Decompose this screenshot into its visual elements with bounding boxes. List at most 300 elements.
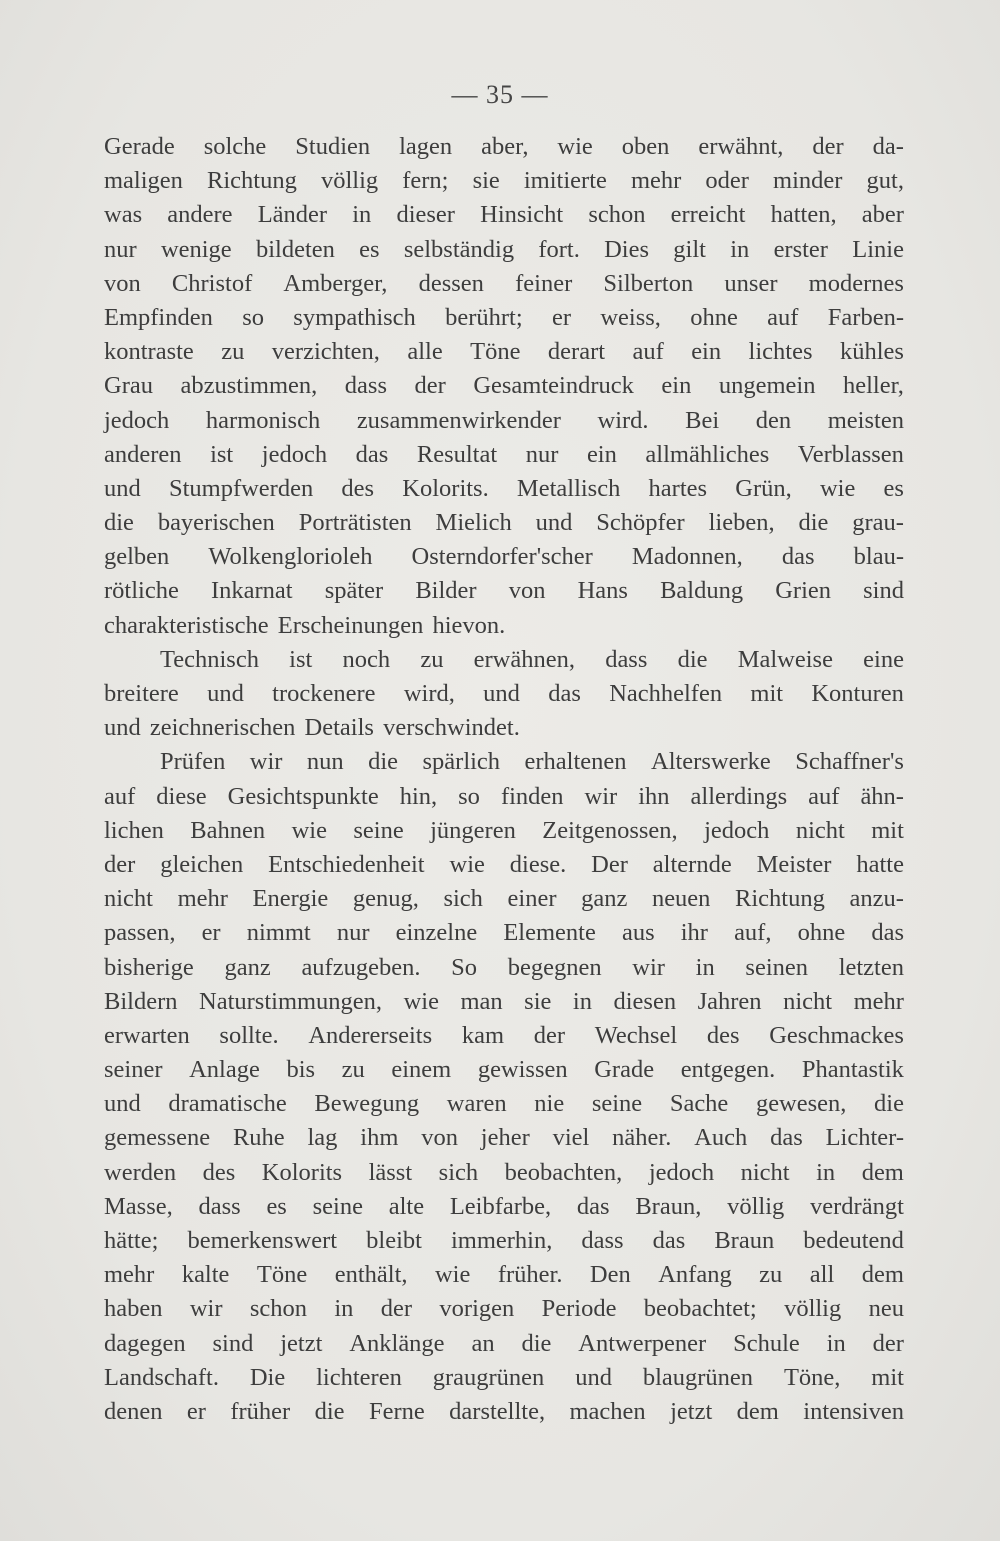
word: Anlage	[189, 1056, 260, 1084]
word: machen	[569, 1397, 646, 1425]
word: Konturen	[811, 680, 904, 707]
word: dem	[861, 1158, 904, 1186]
word: er	[551, 303, 572, 331]
word: Resultat	[416, 440, 498, 468]
word: früher.	[497, 1261, 563, 1289]
word: gelben	[104, 543, 170, 571]
word: mit	[750, 680, 784, 707]
word: Inkarnat	[210, 577, 293, 605]
word: fern;	[402, 167, 449, 195]
word: das	[652, 1227, 686, 1254]
word: später	[324, 577, 384, 605]
word: die	[798, 509, 829, 537]
word: Masse,	[104, 1192, 173, 1220]
word: harmonisch	[205, 406, 321, 434]
word: des	[202, 1158, 236, 1186]
word: und	[483, 680, 520, 707]
word: dramatische	[168, 1090, 287, 1118]
word: die	[314, 1397, 345, 1425]
word: dass	[198, 1192, 241, 1220]
word: Richtung	[207, 167, 297, 195]
text-line	[104, 985, 904, 1019]
word: seine	[312, 1192, 363, 1220]
word: bemerkenswert	[187, 1227, 338, 1254]
word: Den	[589, 1261, 631, 1289]
word: feiner	[515, 269, 573, 297]
text-line	[104, 1190, 904, 1224]
word: Mielich	[435, 509, 512, 537]
word: verdrängt	[810, 1192, 904, 1220]
word: Bilder	[415, 577, 477, 605]
word: Meister	[756, 850, 832, 878]
word: Osterndorfer'scher	[411, 543, 593, 571]
word: jetzt	[670, 1397, 713, 1425]
word: Bildern	[104, 987, 178, 1015]
word: ganz	[581, 885, 628, 913]
text-line	[104, 506, 904, 540]
word: wie	[557, 133, 593, 160]
word: den	[755, 406, 792, 434]
word: und	[575, 1363, 612, 1391]
word: trockenere	[272, 680, 376, 707]
word: hatten,	[770, 201, 837, 229]
word: kühles	[839, 338, 904, 366]
word: es	[359, 235, 380, 263]
word: von	[104, 269, 141, 297]
word: wird.	[597, 406, 649, 434]
word: anzu-	[849, 885, 904, 913]
word: jeher	[480, 1124, 530, 1152]
text-line: und zeichnerischen Details verschwindet.	[104, 714, 520, 742]
word: gleichen	[160, 850, 244, 878]
word: dass	[344, 372, 387, 400]
word: all	[809, 1261, 835, 1289]
word: erwähnt,	[698, 133, 784, 160]
word: werden	[104, 1158, 177, 1186]
word: einzelne	[395, 919, 478, 947]
word: dass	[605, 645, 648, 673]
word: Periode	[541, 1295, 617, 1323]
text-line	[104, 780, 904, 814]
word: Töne	[256, 1261, 308, 1289]
word: der	[872, 1329, 904, 1357]
word: wir	[632, 953, 665, 981]
word: früher	[230, 1397, 291, 1425]
word: zu	[221, 338, 245, 366]
text-line	[104, 472, 904, 506]
text-line	[104, 301, 904, 335]
word: Schule	[733, 1329, 800, 1357]
word: zu	[341, 1056, 365, 1084]
text-line	[104, 335, 904, 369]
word: diese	[156, 782, 207, 810]
word: Christof	[171, 269, 253, 297]
word: an	[471, 1329, 495, 1357]
word: hätte;	[104, 1227, 159, 1254]
word: ein	[691, 338, 722, 366]
word: jetzt	[280, 1329, 323, 1357]
word: genug,	[352, 885, 419, 913]
word: rötliche	[104, 577, 179, 605]
word: mit	[871, 1363, 904, 1391]
word: alle	[407, 338, 443, 366]
word: jüngeren	[430, 816, 516, 844]
word: spärlich	[422, 748, 501, 776]
word: allmähliches	[645, 440, 770, 468]
word: immerhin,	[450, 1227, 553, 1254]
word: Prüfen	[160, 748, 226, 776]
word: wir	[584, 782, 618, 810]
word: wir	[189, 1295, 223, 1323]
word: Hinsicht	[480, 201, 564, 229]
text-line	[104, 1292, 904, 1326]
word: passen,	[104, 919, 176, 947]
word: das	[576, 1192, 610, 1220]
word: die	[368, 748, 399, 776]
word: mehr	[853, 987, 904, 1015]
word: der	[812, 133, 844, 160]
word: erwähnen,	[473, 645, 575, 673]
word: lagen	[399, 133, 453, 160]
word: bedeutend	[803, 1227, 904, 1254]
word: seine	[353, 816, 404, 844]
text-line	[104, 267, 904, 301]
word: lichen	[104, 816, 164, 844]
word: Elemente	[503, 919, 596, 947]
word: erster	[773, 235, 828, 263]
word: was	[104, 201, 143, 229]
word: lichtes	[748, 338, 813, 366]
word: derart	[547, 338, 606, 366]
word: Richtung	[735, 885, 825, 913]
word: Phantastik	[801, 1056, 904, 1084]
word: Gerade	[104, 133, 175, 160]
word: Auch	[694, 1124, 748, 1152]
word: aus	[621, 919, 655, 947]
word: Technisch	[160, 645, 259, 673]
word: Baldung	[660, 577, 744, 605]
word: es	[883, 474, 904, 502]
word: Nachhelfen	[609, 680, 723, 707]
word: mehr	[104, 1261, 155, 1289]
word: Bewegung	[314, 1090, 420, 1118]
word: ist	[210, 440, 234, 468]
word: schon	[249, 1295, 308, 1323]
word: jedoch	[261, 440, 328, 468]
word: hartes	[648, 474, 708, 502]
word: ein	[661, 372, 692, 400]
word: Schöpfer	[596, 509, 685, 537]
word: er	[186, 1397, 206, 1425]
word: Die	[249, 1363, 286, 1391]
word: seiner	[104, 1056, 163, 1084]
word: hatte	[856, 850, 904, 878]
word: von	[508, 577, 546, 605]
word: Alterswerke	[651, 748, 771, 776]
word: des	[341, 474, 375, 502]
word: näher.	[612, 1124, 672, 1152]
word: nur	[525, 440, 559, 468]
word: viel	[552, 1124, 590, 1152]
word: in	[334, 1295, 354, 1323]
word: dieser	[396, 201, 455, 229]
word: Energie	[252, 885, 329, 913]
page-number: — 35 —	[451, 80, 549, 109]
word: Gesamteindruck	[473, 372, 634, 400]
word: die	[874, 1090, 904, 1118]
word: Anklänge	[349, 1329, 445, 1357]
word: sich	[438, 1158, 479, 1186]
word: wie	[291, 816, 327, 844]
text-line	[104, 1121, 904, 1155]
text-line	[104, 1087, 904, 1121]
word: nicht	[783, 987, 833, 1015]
text-line	[104, 1327, 904, 1361]
word: und	[104, 1090, 141, 1118]
word: so	[458, 782, 480, 810]
word: aufzugeben.	[301, 953, 421, 981]
word: auf	[808, 782, 840, 810]
text-line	[104, 404, 904, 438]
word: wie	[403, 987, 439, 1015]
word: sich	[443, 885, 483, 913]
word: in	[730, 235, 750, 263]
word: und	[104, 474, 141, 502]
word: ist	[289, 645, 313, 673]
word: wenige	[160, 235, 232, 263]
word: lag	[307, 1124, 338, 1152]
word: Leibfarbe,	[449, 1192, 552, 1220]
word: dem	[861, 1261, 904, 1289]
word: Landschaft.	[104, 1363, 219, 1391]
word: letzten	[838, 953, 904, 981]
word: nun	[306, 748, 344, 776]
word: jedoch	[704, 816, 770, 844]
word: gewesen,	[755, 1090, 847, 1118]
text-line	[104, 848, 904, 882]
word: kam	[461, 1021, 505, 1049]
word: völlig	[320, 167, 379, 195]
word: zusammenwirkender	[356, 406, 561, 434]
word: Kolorits.	[402, 474, 489, 502]
word: auf,	[734, 919, 772, 947]
word: nicht	[104, 885, 153, 913]
word: sollte.	[219, 1021, 279, 1049]
word: ähn-	[860, 782, 904, 810]
word: Ruhe	[232, 1124, 285, 1152]
word: die	[677, 645, 708, 673]
word: entgegen.	[680, 1056, 776, 1084]
text-line	[104, 438, 904, 472]
word: mit	[871, 816, 904, 844]
text-line	[104, 1224, 904, 1258]
word: der	[380, 1295, 413, 1323]
text-line	[104, 882, 904, 916]
word: es	[266, 1192, 287, 1220]
text-line	[104, 1361, 904, 1395]
word: erwarten	[104, 1021, 190, 1049]
word: schon	[588, 201, 646, 229]
word: kontraste	[104, 338, 194, 366]
text-line	[104, 814, 904, 848]
word: andere	[167, 201, 233, 229]
word: Madonnen,	[631, 543, 743, 571]
word: neu	[868, 1295, 904, 1323]
word: bildeten	[255, 235, 335, 263]
text-line	[104, 130, 904, 164]
word: wie	[819, 474, 856, 502]
word: Lichter-	[825, 1124, 904, 1152]
word: nicht	[740, 1158, 790, 1186]
word: abzustimmen,	[180, 372, 318, 400]
word: Töne,	[783, 1363, 841, 1391]
word: Anfang	[658, 1261, 732, 1289]
word: noch	[342, 645, 391, 673]
text-line: charakteristische Erscheinungen hievon.	[104, 611, 506, 639]
word: wir	[249, 748, 283, 776]
word: in	[826, 1329, 846, 1357]
word: in	[572, 987, 592, 1015]
word: solche	[203, 133, 267, 160]
word: und	[535, 509, 573, 537]
word: Hans	[577, 577, 628, 605]
word: nur	[104, 235, 137, 263]
word: auf	[767, 303, 799, 331]
text-line	[104, 643, 904, 677]
word: oben	[621, 133, 670, 160]
word: aber,	[481, 133, 529, 160]
word: der	[414, 372, 446, 400]
word: Sache	[669, 1090, 729, 1118]
word: Grau	[104, 372, 153, 400]
word: so	[242, 303, 264, 331]
word: der	[104, 850, 136, 878]
word: wie	[434, 1261, 471, 1289]
word: dem	[736, 1397, 779, 1425]
word: Silberton	[603, 269, 694, 297]
word: das	[355, 440, 389, 468]
word: in	[695, 953, 715, 981]
word: Ferne	[368, 1397, 425, 1425]
word: ein	[586, 440, 617, 468]
word: aber	[861, 201, 904, 229]
word: Bahnen	[190, 816, 266, 844]
word: zu	[420, 645, 444, 673]
word: intensiven	[803, 1397, 904, 1425]
word: mehr	[177, 885, 228, 913]
word: sind	[212, 1329, 254, 1357]
text-line	[104, 916, 904, 950]
word: Grün,	[735, 474, 792, 502]
word: sie	[472, 167, 500, 195]
word: nur	[336, 919, 370, 947]
word: berührt;	[445, 303, 523, 331]
word: Braun	[714, 1227, 775, 1254]
word: heller,	[842, 372, 904, 400]
word: imitierte	[523, 167, 607, 195]
word: Empfinden	[104, 303, 213, 331]
word: eine	[863, 645, 904, 673]
word: er	[201, 919, 221, 947]
word: ihn	[638, 782, 670, 810]
word: gilt	[673, 235, 706, 263]
text-line	[104, 677, 904, 711]
word: kalte	[181, 1261, 230, 1289]
word: nimmt	[246, 919, 311, 947]
word: die	[104, 509, 134, 537]
word: lässt	[368, 1158, 413, 1186]
word: der	[533, 1021, 566, 1049]
word: völlig	[727, 1192, 785, 1220]
word: fort.	[538, 235, 580, 263]
word: So	[451, 953, 478, 981]
word: Studien	[295, 133, 371, 160]
word: alte	[388, 1192, 425, 1220]
word: blau-	[853, 543, 904, 571]
word: dagegen	[104, 1329, 186, 1357]
word: allerdings	[690, 782, 788, 810]
text-line	[104, 1156, 904, 1190]
word: mehr	[630, 167, 682, 195]
word: grau-	[852, 509, 904, 537]
word: Zeitgenossen,	[542, 816, 678, 844]
word: des	[706, 1021, 740, 1049]
text-line	[104, 745, 904, 779]
word: Verblassen	[797, 440, 904, 468]
word: da-	[872, 133, 904, 160]
text-line	[104, 574, 904, 608]
word: waren	[446, 1090, 507, 1118]
word: jedoch	[648, 1158, 715, 1186]
word: seinen	[745, 953, 808, 981]
word: auf	[104, 782, 136, 810]
word: Antwerpener	[578, 1329, 707, 1357]
word: graugrünen	[432, 1363, 545, 1391]
word: in	[816, 1158, 836, 1186]
body-text	[104, 130, 904, 1429]
word: Amberger,	[283, 269, 388, 297]
word: man	[460, 987, 503, 1015]
word: sympathisch	[293, 303, 416, 331]
word: meisten	[827, 406, 904, 434]
word: das	[781, 543, 815, 571]
word: seine	[591, 1090, 643, 1118]
word: und	[207, 680, 244, 707]
word: gewissen	[477, 1056, 568, 1084]
word: Jahren	[697, 987, 762, 1015]
text-line	[104, 198, 904, 232]
word: dessen	[418, 269, 484, 297]
word: breitere	[104, 680, 179, 707]
word: Kolorits	[261, 1158, 343, 1186]
word: erhaltenen	[524, 748, 627, 776]
word: Andererseits	[308, 1021, 433, 1049]
word: lichteren	[316, 1363, 402, 1391]
word: alternde	[652, 850, 732, 878]
word: ungemein	[718, 372, 816, 400]
word: auf	[632, 338, 664, 366]
word: beobachten,	[504, 1158, 623, 1186]
word: maligen	[104, 167, 183, 195]
word: verzichten,	[271, 338, 380, 366]
word: ohne	[797, 919, 846, 947]
word: das	[871, 919, 904, 947]
word: Der	[591, 850, 628, 878]
word: diese.	[509, 850, 567, 878]
word: selbständig	[403, 235, 515, 263]
word: Töne	[470, 338, 521, 366]
word: wie	[449, 850, 485, 878]
